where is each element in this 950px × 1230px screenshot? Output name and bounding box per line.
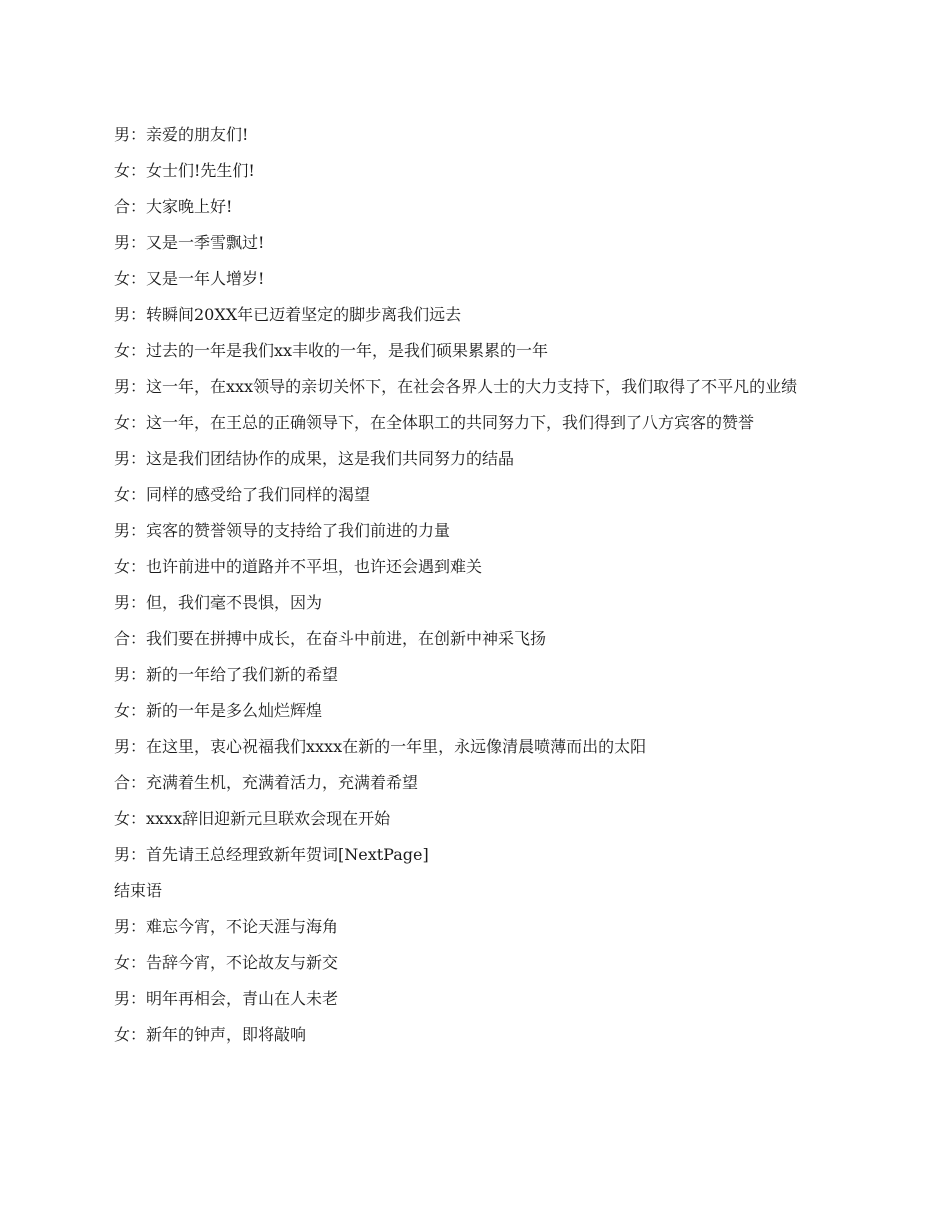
- document-body: [114, 125, 842, 1061]
- dialogue-line: 男：这一年，在xxx领导的亲切关怀下，在社会各界人士的大力支持下，我们取得了不平凡的业绩: [114, 377, 798, 396]
- dialogue-line: 女：同样的感受给了我们同样的渴望: [114, 485, 371, 504]
- dialogue-line: 女：又是一年人增岁!: [114, 269, 265, 288]
- dialogue-line: 男：新的一年给了我们新的希望: [114, 665, 339, 684]
- dialogue-line: 女：xxxx辞旧迎新元旦联欢会现在开始: [114, 809, 391, 828]
- section-heading: 结束语: [114, 881, 163, 900]
- dialogue-line: 女：女士们!先生们!: [114, 161, 255, 180]
- dialogue-line: 男：亲爱的朋友们!: [114, 125, 249, 144]
- dialogue-line: 女：告辞今宵，不论故友与新交: [114, 953, 339, 972]
- dialogue-line: 男：宾客的赞誉领导的支持给了我们前进的力量: [114, 521, 451, 540]
- dialogue-line: 女：新的一年是多么灿烂辉煌: [114, 701, 323, 720]
- dialogue-line: 合：充满着生机，充满着活力，充满着希望: [114, 773, 419, 792]
- dialogue-line: 男：首先请王总经理致新年贺词[NextPage]: [114, 845, 429, 864]
- dialogue-line: 男：又是一季雪飘过!: [114, 233, 265, 252]
- dialogue-line: 女：过去的一年是我们xx丰收的一年，是我们硕果累累的一年: [114, 341, 549, 360]
- dialogue-line: 男：难忘今宵，不论天涯与海角: [114, 917, 339, 936]
- dialogue-line: 女：这一年，在王总的正确领导下，在全体职工的共同努力下，我们得到了八方宾客的赞誉: [114, 413, 755, 432]
- dialogue-line: 男：这是我们团结协作的成果，这是我们共同努力的结晶: [114, 449, 515, 468]
- dialogue-line: 男：但，我们毫不畏惧，因为: [114, 593, 323, 612]
- dialogue-line: 合：我们要在拼搏中成长，在奋斗中前进，在创新中神采飞扬: [114, 629, 547, 648]
- dialogue-line: 合：大家晚上好!: [114, 197, 233, 216]
- dialogue-line: 女：也许前进中的道路并不平坦，也许还会遇到难关: [114, 557, 483, 576]
- dialogue-line: 男：在这里，衷心祝福我们xxxx在新的一年里，永远像清晨喷薄而出的太阳: [114, 737, 647, 756]
- dialogue-line: 女：新年的钟声，即将敲响: [114, 1025, 307, 1044]
- dialogue-line: 男：明年再相会，青山在人未老: [114, 989, 339, 1008]
- dialogue-line: 男：转瞬间20XX年已迈着坚定的脚步离我们远去: [114, 305, 462, 324]
